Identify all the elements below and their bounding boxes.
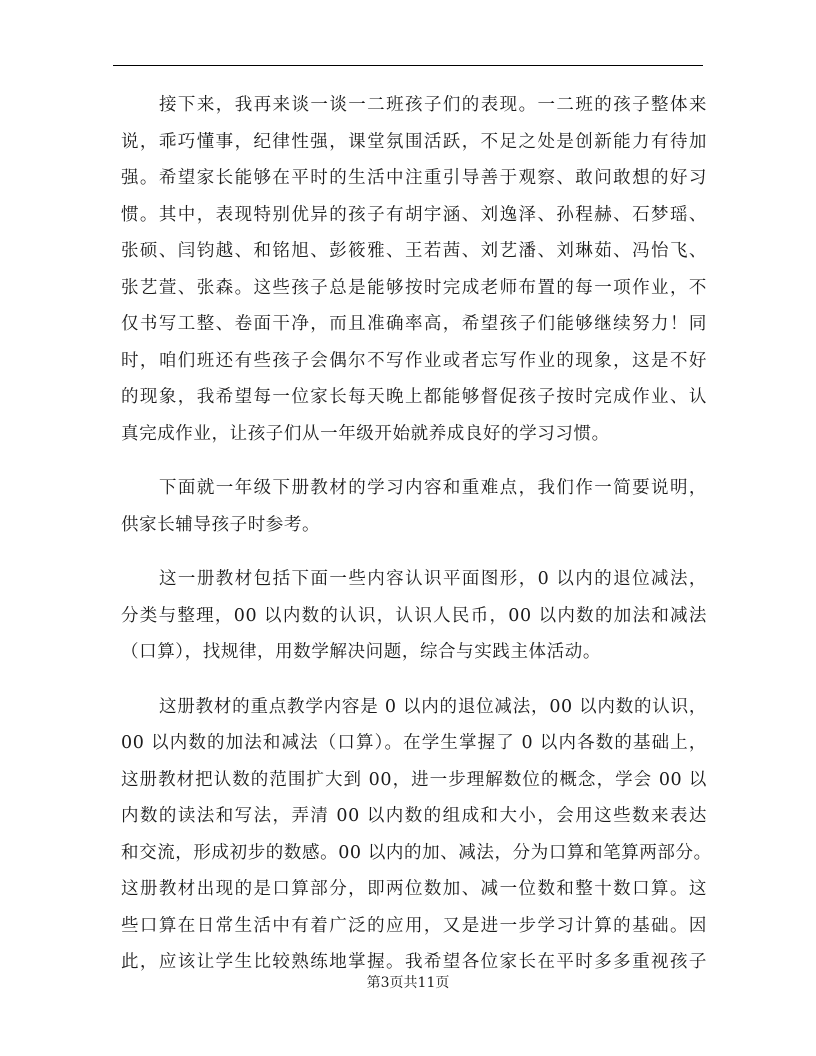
text-line: 这册教材出现的是口算部分，即两位数加、减一位数和整十数口算。这 <box>121 879 707 899</box>
paragraph-textbook-contents <box>121 561 707 671</box>
text-line: 仅书写工整、卷面干净，而且准确率高，希望孩子们能够继续努力！同 <box>121 314 707 334</box>
text-line: （口算），找规律，用数学解决问题，综合与实践主体活动。 <box>121 642 601 662</box>
text-line: 说，乖巧懂事，纪律性强，课堂氛围活跃，不足之处是创新能力有待加 <box>121 131 707 152</box>
paragraph-class-performance <box>121 87 707 452</box>
header-rule <box>113 65 703 66</box>
text-line: 惯。其中，表现特别优异的孩子有胡宇涵、刘逸泽、孙程赫、石梦瑶、 <box>121 204 707 225</box>
text-line: 的现象，我希望每一位家长每天晚上都能够督促孩子按时完成作业、认 <box>121 387 707 407</box>
page-number: 第3页共11页 <box>366 975 450 991</box>
text-line: 真完成作业，让孩子们从一年级开始就养成良好的学习习惯。 <box>121 423 610 444</box>
text-line: 接下来，我再来谈一谈一二班孩子们的表现。一二班的孩子整体来 <box>159 95 707 115</box>
text-line: 张艺萱、张森。这些孩子总是能够按时完成老师布置的每一项作业，不 <box>121 277 707 298</box>
paragraph-key-content <box>121 689 712 981</box>
text-line: 此，应该让学生比较熟练地掌握。我希望各位家长在平时多多重视孩子 <box>121 952 707 972</box>
text-line: 00 以内数的加法和减法（口算）。在学生掌握了 0 以内各数的基础上， <box>121 733 707 753</box>
text-line: 些口算在日常生活中有着广泛的应用，又是进一步学习计算的基础。因 <box>121 915 707 936</box>
text-line: 这一册教材包括下面一些内容认识平面图形，0 以内的退位减法， <box>159 569 707 589</box>
text-line: 供家长辅导孩子时参考。 <box>121 514 321 535</box>
text-line: 时，咱们班还有些孩子会偶尔不写作业或者忘写作业的现象，这是不好 <box>121 350 707 371</box>
text-line: 张硕、闫钧越、和铭旭、彭筱雅、王若茜、刘艺潘、刘琳茹、冯怡飞、 <box>121 241 707 261</box>
text-line: 这册教材的重点教学内容是 0 以内的退位减法，00 以内数的认识， <box>159 696 707 717</box>
document-body <box>121 87 712 999</box>
text-line: 这册教材把认数的范围扩大到 00，进一步理解数位的概念，学会 00 以 <box>121 769 707 790</box>
paragraph-textbook-intro <box>121 470 707 543</box>
text-line: 分类与整理，00 以内数的认识，认识人民币，00 以内数的加法和减法 <box>121 605 707 626</box>
text-line: 和交流，形成初步的数感。00 以内的加、减法，分为口算和笔算两部分。 <box>121 842 712 863</box>
text-line: 下面就一年级下册教材的学习内容和重难点，我们作一简要说明， <box>159 478 707 498</box>
text-line: 内数的读法和写法，弄清 00 以内数的组成和大小，会用这些数来表达 <box>121 806 707 826</box>
text-line: 强。希望家长能够在平时的生活中注重引导善于观察、敢问敢想的好习 <box>121 168 707 188</box>
